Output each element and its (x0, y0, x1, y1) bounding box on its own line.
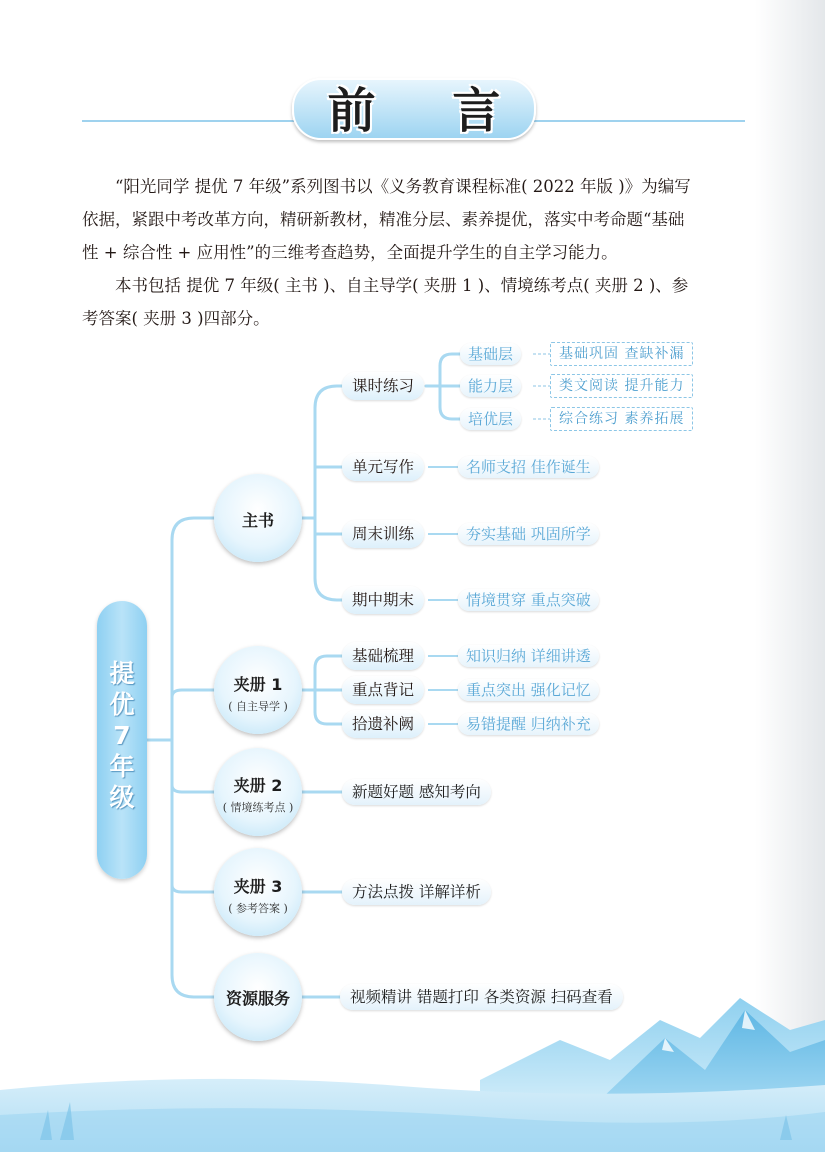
booklet-3-desc: 方法点拨 详解详析 (342, 879, 491, 905)
resources-label: 资源服务 (225, 989, 290, 1008)
resources-desc: 视频精讲 错题打印 各类资源 扫码查看 (340, 984, 623, 1010)
page-title: 前 言 (327, 83, 531, 139)
booklet-1-label: 夹册 1 (233, 675, 283, 694)
booklet-1-sub: ( 自主导学 ) (228, 700, 288, 713)
fill-gaps-desc: 易错提醒 归纳补充 (458, 713, 599, 735)
basic-review-desc: 知识归纳 详细讲透 (458, 645, 599, 667)
section-basic-review: 基础梳理 (342, 642, 424, 670)
midterm-final-desc: 情境贯穿 重点突破 (458, 589, 599, 611)
section-midterm-final: 期中期末 (342, 586, 424, 614)
section-weekend-training: 周末训练 (342, 520, 424, 548)
booklet-3-sub: ( 参考答案 ) (228, 902, 288, 915)
main-book-label: 主书 (241, 511, 274, 530)
layer-ability-desc: 类文阅读 提升能力 (550, 374, 693, 398)
root-label: 提 优 7 年 级 (109, 659, 135, 812)
weekend-training-desc: 夯实基础 巩固所学 (458, 523, 599, 545)
mountain-lake-illustration (0, 990, 825, 1152)
section-key-memorize: 重点背记 (342, 676, 424, 704)
preface-line: 本书包括 提优 7 年级( 主书 )、自主导学( 夹册 1 )、情境练考点( 夹册 2 )、参 (115, 276, 689, 295)
preface-line: “阳光同学 提优 7 年级”系列图书以《义务教育课程标准( 2022 年版 )》为编写 (115, 177, 691, 196)
key-memorize-desc: 重点突出 强化记忆 (458, 679, 599, 701)
preface-line: 依据，紧跟中考改革方向，精研新教材，精准分层、素养提优，落实中考命题“基础 (82, 210, 685, 229)
preface-line: 性 + 综合性 + 应用性”的三维考查趋势，全面提升学生的自主学习能力。 (82, 243, 618, 262)
layer-advanced-desc: 综合练习 素养拓展 (550, 407, 693, 431)
layer-basic-desc: 基础巩固 查缺补漏 (550, 342, 693, 366)
layer-advanced: 培优层 (460, 408, 521, 430)
layer-basic: 基础层 (460, 343, 521, 365)
booklet-2-label: 夹册 2 (233, 776, 283, 795)
booklet-2-desc: 新题好题 感知考向 (342, 779, 491, 805)
section-unit-writing: 单元写作 (342, 453, 424, 481)
booklet-2-sub: ( 情境练考点 ) (222, 801, 294, 814)
layer-ability: 能力层 (460, 375, 521, 397)
preface-line: 考答案( 夹册 3 )四部分。 (82, 309, 270, 328)
booklet-3-label: 夹册 3 (233, 877, 283, 896)
section-fill-gaps: 拾遗补阙 (342, 710, 424, 738)
unit-writing-desc: 名师支招 佳作诞生 (458, 456, 599, 478)
section-lesson-practice: 课时练习 (342, 372, 424, 400)
